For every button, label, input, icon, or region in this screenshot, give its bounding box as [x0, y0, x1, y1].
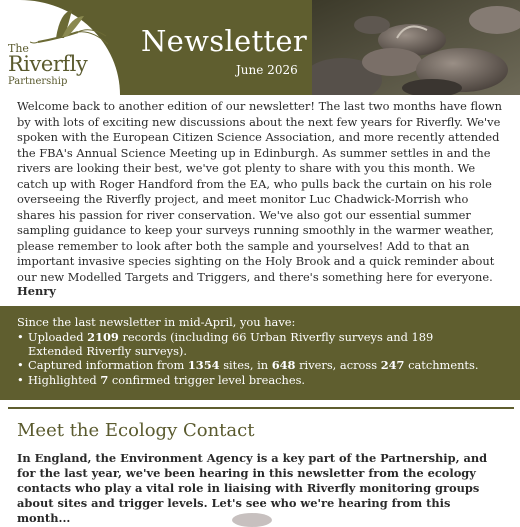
stats-item: • Uploaded 2109 records (including 66 Urban Riverfly surveys and 189 Extended Riverfly surveys). — [17, 330, 487, 358]
mayfly-icon — [30, 8, 110, 56]
newsletter-date: June 2026 — [236, 63, 298, 77]
section-divider — [8, 407, 514, 409]
stats-band — [0, 306, 520, 400]
signoff: Henry — [17, 284, 56, 298]
logo-riverfly: Riverfly — [8, 52, 88, 76]
intro-paragraph: Welcome back to another edition of our newsletter! The last two months have flown by with lots of exciting new discussions about the next few years for Riverfly. We've spoken with the European Citizen Science Association, and more recently attended the FBA's Annual Science Meeting up in Edinburgh. As summer settles in and the rivers are looking their best, we've got plenty to share with you this month. We catch up with Roger Handford from the EA, who pulls back the curtain on his role overseeing the Riverfly project, and meet monitor Luc Chadwick-Morrish who shares his passion for river conservation. We've also got our essential summer sampling guidance to keep your surveys running smoothly in the warmer weather, please remember to look after both the sample and yourselves! Add to that an important invasive species sighting on the Holy Brook and a quick reminder about our new Modelled Targets and Triggers, and there's something here for everyone. — [17, 99, 502, 284]
newsletter-header — [0, 0, 520, 95]
next-image-top — [232, 513, 272, 527]
stats-intro: Since the last newsletter in mid-April, you have: — [17, 315, 296, 329]
stats-item: • Highlighted 7 confirmed trigger level breaches. — [17, 373, 487, 387]
section-body: In England, the Environment Agency is a key part of the Partnership, and for the last year, we've been hearing in this newsletter from the ecology contacts who play a vital role in liaising with Riverfly monitoring groups about sites and trigger levels. Let's see who we're hearing from this month... — [17, 451, 488, 525]
section-title: Meet the Ecology Contact — [17, 420, 255, 441]
stats-list — [17, 330, 487, 387]
logo — [0, 0, 120, 95]
newsletter-title: Newsletter — [141, 24, 308, 58]
logo-partnership: Partnership — [8, 76, 68, 87]
logo-the: The — [8, 42, 29, 55]
stats-item: • Captured information from 1354 sites, in 648 rivers, across 247 catchments. — [17, 358, 487, 372]
river-stones-photo — [312, 0, 520, 95]
